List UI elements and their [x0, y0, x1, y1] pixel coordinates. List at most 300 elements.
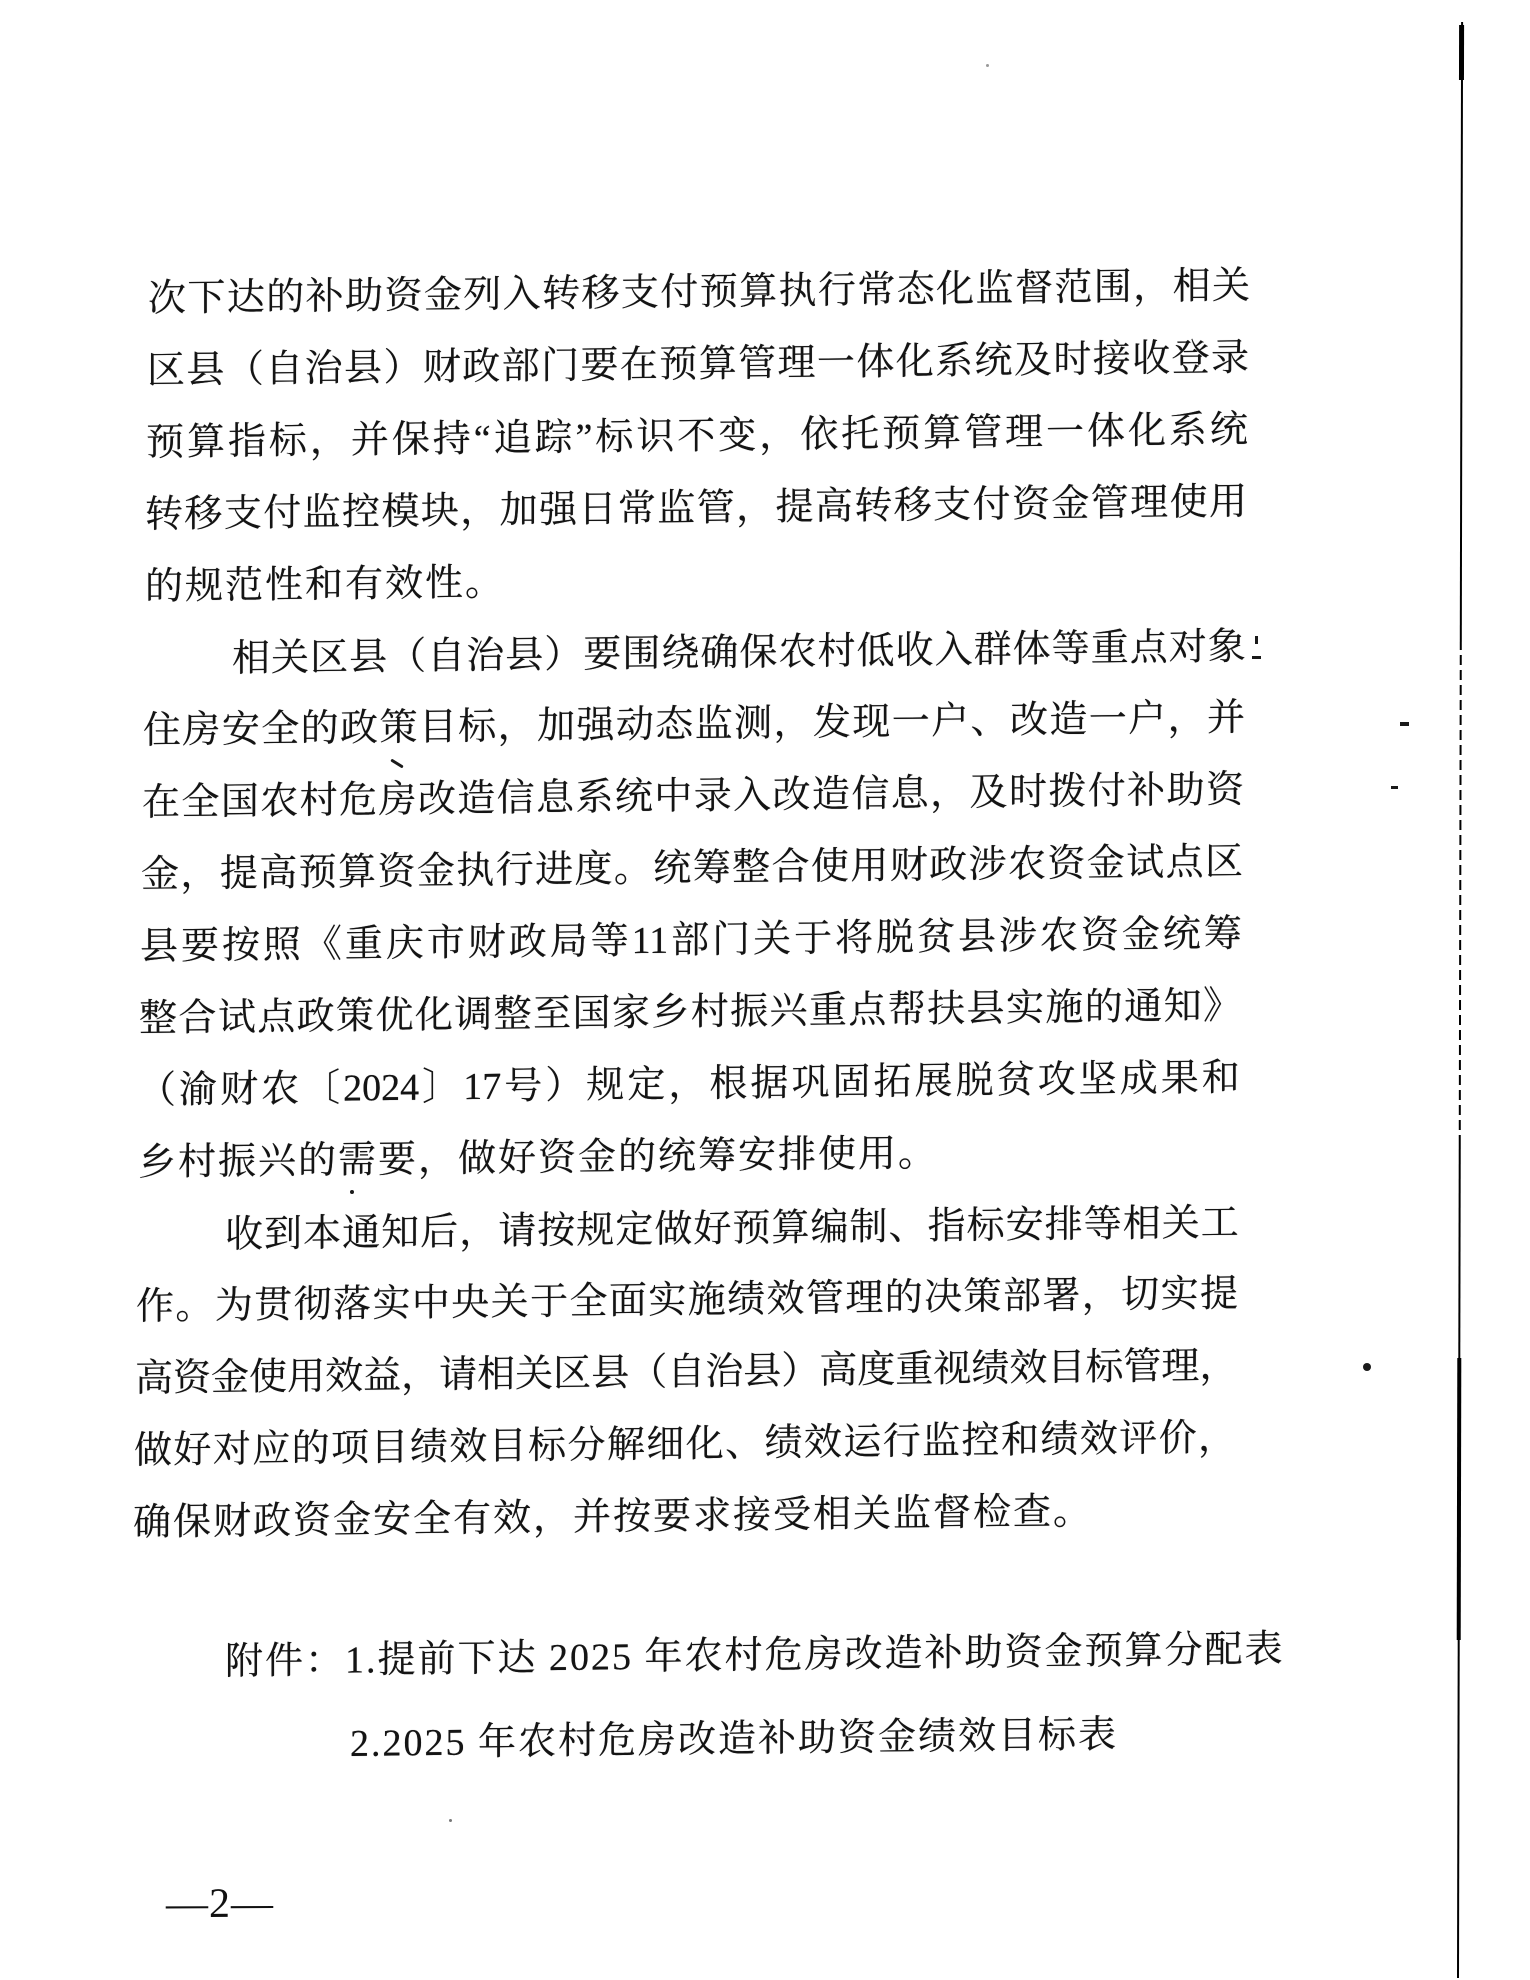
- text-run: 控: [342, 491, 381, 534]
- text-run: 策: [379, 706, 418, 750]
- text-run: 移: [894, 484, 933, 528]
- text-run: 算: [698, 343, 737, 386]
- text-run: 标: [269, 420, 308, 463]
- text-run: 相: [1122, 1202, 1161, 1246]
- text-run: 改: [417, 778, 456, 821]
- text-run: 细: [646, 1423, 685, 1466]
- text-run: 涉: [968, 843, 1007, 887]
- text-run: 围: [1093, 266, 1132, 309]
- text-run: 益: [363, 1354, 402, 1398]
- text-run: 门: [712, 918, 751, 962]
- text-run: （: [138, 1069, 177, 1112]
- text-run: 高: [259, 852, 298, 895]
- text-run: 、: [970, 699, 1009, 743]
- text-run: 变: [718, 414, 757, 458]
- text-run: 相: [477, 1353, 516, 1396]
- text-run: 的: [1085, 986, 1124, 1029]
- text-run: 和: [1001, 1419, 1040, 1462]
- text-run: 统: [1163, 913, 1202, 956]
- text-run: ，: [1198, 1416, 1237, 1460]
- text-run: 编: [810, 1206, 849, 1250]
- text-run: 预: [699, 271, 738, 314]
- text-run: 强: [539, 488, 578, 532]
- text-run: 目: [418, 706, 457, 749]
- scan-speck: [1363, 1363, 1371, 1371]
- text-run: 用: [850, 845, 889, 888]
- text-run: 关: [270, 637, 309, 680]
- text-run: 次: [148, 277, 187, 320]
- text-run: 点: [1129, 626, 1168, 670]
- text-run: 用: [1209, 480, 1248, 524]
- text-run: 渝: [179, 1069, 218, 1112]
- text-run: 效: [1009, 1347, 1048, 1390]
- text-run: 治: [465, 634, 504, 678]
- text-run: 标: [1085, 1346, 1124, 1389]
- text-run: 金: [1122, 913, 1161, 957]
- text-run: 动: [615, 703, 654, 747]
- text-run: 态: [896, 268, 935, 312]
- text-run: 息: [890, 772, 929, 816]
- text-run: 不: [677, 415, 716, 458]
- page-edge-scan-line: [1456, 22, 1465, 1978]
- text-run: 照: [263, 924, 302, 967]
- text-run: 村: [299, 779, 338, 823]
- text-run: 将: [835, 917, 874, 960]
- text-run: 资: [1081, 914, 1120, 957]
- text-run: 算: [739, 270, 778, 313]
- text-line: [136, 1270, 1238, 1331]
- text-run: 并: [351, 419, 390, 462]
- text-run: 坚: [1079, 1058, 1118, 1101]
- text-run: ，: [1133, 265, 1172, 309]
- text-run: 依: [800, 413, 839, 457]
- text-run: 贯: [254, 1284, 293, 1327]
- text-run: 试: [218, 996, 257, 1040]
- text-run: 于: [794, 917, 833, 961]
- text-run: 等: [1083, 1203, 1122, 1246]
- scan-speck: [449, 1819, 452, 1822]
- text-run: 指: [927, 1205, 966, 1248]
- text-run: （: [387, 635, 426, 679]
- text-run: 拨: [1048, 770, 1087, 814]
- text-run: 价: [1158, 1417, 1197, 1460]
- text-run: 行: [495, 849, 534, 892]
- text-run: ，: [1199, 1344, 1238, 1388]
- text-run: 标: [595, 416, 634, 459]
- text-run: 达: [226, 276, 265, 320]
- text-run: 《: [304, 923, 343, 967]
- text-run: （: [629, 1351, 668, 1395]
- text-run: 11: [631, 919, 669, 963]
- text-run: 作: [135, 1285, 174, 1328]
- text-run: 接: [1092, 338, 1131, 381]
- text-run: 助: [1166, 769, 1205, 812]
- text-run: 一: [817, 341, 856, 385]
- text-run: 落: [332, 1283, 371, 1326]
- text-run: 常: [618, 487, 657, 531]
- text-run: 控: [961, 1419, 1000, 1463]
- text-run: 治: [705, 1350, 744, 1394]
- text-run: 分: [567, 1424, 606, 1467]
- text-run: 县: [966, 987, 1005, 1031]
- text-run: 户: [1127, 697, 1166, 741]
- text-run: ）: [781, 1349, 820, 1393]
- text-run: 信: [496, 777, 535, 820]
- text-run: 规: [576, 1209, 615, 1252]
- text-run: 范: [1054, 266, 1093, 310]
- text-run: 理: [1130, 481, 1169, 525]
- text-run: 要: [582, 633, 621, 676]
- text-run: 度: [857, 1348, 896, 1392]
- text-run: 点: [1165, 841, 1204, 884]
- text-run: 提: [1199, 1272, 1238, 1316]
- text-run: 时: [1053, 338, 1092, 382]
- text-run: 高: [819, 1349, 858, 1392]
- text-run: 资: [1012, 483, 1051, 526]
- text-run: 财: [422, 346, 461, 389]
- text-run: 根: [709, 1062, 748, 1106]
- edge-line-blob: [1459, 25, 1464, 80]
- text-run: 区: [147, 349, 186, 392]
- text-run: 的: [291, 1427, 330, 1471]
- text-run: 贫: [917, 916, 956, 959]
- text-run: 央: [451, 1281, 490, 1325]
- text-run: 录: [693, 775, 732, 818]
- text-run: 和: [1202, 1056, 1241, 1100]
- text-line: [138, 1054, 1240, 1115]
- text-run: 补: [1127, 769, 1166, 813]
- text-run: 号: [504, 1065, 543, 1108]
- text-run: 拓: [873, 1060, 912, 1104]
- text-line: [148, 262, 1250, 323]
- text-run: 关: [515, 1353, 554, 1396]
- text-run: 金: [1051, 482, 1090, 526]
- text-run: ，: [759, 414, 798, 457]
- text-run: 资: [384, 274, 423, 318]
- text-line: [232, 623, 1246, 683]
- text-run: 资: [1205, 768, 1244, 812]
- text-run: 提: [219, 852, 258, 896]
- text-run: 》: [1203, 984, 1242, 1028]
- text-run: 财: [467, 921, 506, 965]
- text-run: 算: [338, 851, 377, 894]
- text-run: 体: [856, 341, 895, 384]
- text-run: 市: [427, 922, 466, 965]
- text-run: 做: [654, 1208, 693, 1251]
- text-run: ）: [543, 633, 582, 677]
- text-run: 17: [463, 1065, 502, 1109]
- text-run: 知: [1163, 985, 1202, 1028]
- text-run: 监: [922, 1420, 961, 1463]
- text-run: 应: [252, 1428, 291, 1471]
- text-run: 庆: [386, 922, 425, 966]
- text-run: 政: [508, 921, 547, 964]
- text-run: 项: [331, 1427, 370, 1470]
- text-run: 行: [817, 269, 856, 313]
- text-run: 于: [529, 1280, 568, 1324]
- scan-speck: [390, 759, 403, 769]
- text-run: 绩: [410, 1426, 449, 1469]
- text-run: 的: [300, 707, 339, 751]
- text-run: 策: [963, 1275, 1002, 1319]
- page-number: —2—: [166, 1880, 274, 1928]
- text-run: 乡: [651, 991, 690, 1034]
- text-run: 成: [1120, 1057, 1159, 1101]
- text-line: 乡村振兴的需要，做好资金的统筹安排使用。: [137, 1132, 938, 1184]
- text-run: 到: [263, 1213, 302, 1256]
- text-run: 监: [694, 703, 733, 746]
- text-run: 测: [733, 702, 772, 745]
- text-run: 农: [261, 1068, 300, 1111]
- text-run: 理: [1005, 411, 1044, 454]
- text-run: 局: [549, 920, 588, 964]
- text-run: 资: [173, 1357, 212, 1400]
- text-run: 实: [648, 1279, 687, 1322]
- text-run: 绩: [764, 1422, 803, 1465]
- text-run: 支: [933, 484, 972, 527]
- text-run: ）: [383, 346, 422, 390]
- text-run: 施: [687, 1279, 726, 1322]
- text-run: 付: [972, 483, 1011, 527]
- text-run: 区: [553, 1352, 592, 1396]
- text-run: 部: [501, 345, 540, 388]
- scan-speck: [986, 64, 989, 67]
- text-run: 的: [884, 1276, 923, 1320]
- text-run: 转: [854, 485, 893, 528]
- text-run: 收: [1132, 337, 1171, 381]
- text-run: 展: [915, 1060, 954, 1103]
- text-run: 算: [771, 1207, 810, 1250]
- text-run: 助: [345, 275, 384, 318]
- text-run: 门: [541, 344, 580, 388]
- text-run: 安: [1005, 1204, 1044, 1247]
- text-run: 信: [851, 773, 890, 816]
- text-run: 管: [738, 342, 777, 385]
- text-run: 重: [895, 1348, 934, 1391]
- text-run: 彻: [293, 1283, 332, 1327]
- text-run: 使: [1169, 481, 1208, 524]
- text-line: 的规范性和有效性。: [144, 561, 505, 608]
- attachment-line: 2.2025 年农村危房改造补助资金绩效目标表: [350, 1713, 1119, 1765]
- text-run: ，: [1081, 1274, 1120, 1317]
- text-run: 算: [923, 412, 962, 455]
- text-run: 目: [1047, 1346, 1086, 1390]
- text-run: 施: [1045, 986, 1084, 1030]
- text-run: 登: [1171, 337, 1210, 380]
- text-run: 户: [930, 700, 969, 743]
- text-run: 管: [697, 487, 736, 530]
- text-run: 工: [1200, 1201, 1239, 1245]
- text-run: 后: [419, 1211, 458, 1254]
- text-run: 移: [581, 272, 620, 315]
- text-run: 时: [1008, 771, 1047, 814]
- text-run: 理: [845, 1277, 884, 1320]
- text-run: 要: [181, 925, 220, 968]
- text-run: 金: [141, 853, 180, 896]
- text-run: 制: [849, 1206, 888, 1249]
- text-run: 等: [1051, 627, 1090, 671]
- text-run: 入: [502, 273, 541, 316]
- text-run: 改: [1009, 699, 1048, 742]
- text-run: 通: [341, 1212, 380, 1255]
- text-run: 危: [338, 779, 377, 822]
- text-run: 、: [725, 1422, 764, 1465]
- text-run: 关: [753, 918, 792, 961]
- text-run: 定: [615, 1208, 654, 1252]
- text-run: 化: [1128, 409, 1167, 453]
- text-run: 农: [778, 631, 817, 674]
- scan-speck: [1252, 656, 1261, 659]
- text-run: 相: [1172, 265, 1211, 308]
- text-run: 保: [392, 418, 431, 462]
- text-run: 政: [296, 995, 335, 1039]
- text-run: 中: [411, 1282, 450, 1325]
- text-run: 踪: [534, 416, 573, 460]
- text-run: ，: [497, 705, 536, 748]
- text-run: 标: [966, 1204, 1005, 1248]
- text-run: 优: [375, 994, 414, 1038]
- text-run: 度: [574, 848, 613, 891]
- text-run: 政: [929, 844, 968, 887]
- text-line: [134, 1414, 1236, 1475]
- text-run: 县: [591, 1352, 630, 1395]
- text-run: 署: [1042, 1274, 1081, 1318]
- text-run: 付: [660, 271, 699, 314]
- text-run: 督: [1014, 267, 1053, 310]
- text-line: [143, 694, 1245, 755]
- text-run: ，: [180, 853, 219, 896]
- text-run: 区: [309, 636, 348, 680]
- text-run: 统: [614, 775, 653, 819]
- text-run: 自: [426, 635, 465, 678]
- text-run: 化: [415, 994, 454, 1037]
- text-run: 象: [1207, 625, 1246, 669]
- text-run: 按: [537, 1209, 576, 1253]
- text-run: 固: [832, 1061, 871, 1104]
- text-run: ）: [545, 1064, 584, 1108]
- text-run: 模: [381, 490, 420, 534]
- text-run: ，: [668, 1063, 707, 1106]
- text-run: 治: [304, 347, 343, 391]
- text-run: 预: [882, 412, 921, 456]
- text-run: 合: [771, 846, 810, 889]
- text-run: 使: [249, 1356, 288, 1399]
- text-run: 金: [211, 1356, 250, 1400]
- text-line: [145, 478, 1247, 539]
- text-run: 入: [934, 629, 973, 672]
- text-run: 录: [1211, 336, 1250, 380]
- text-run: 日: [578, 488, 617, 531]
- text-run: 保: [739, 631, 778, 674]
- text-run: 脱: [876, 916, 915, 960]
- text-run: 果: [1161, 1057, 1200, 1100]
- text-run: ，: [458, 1210, 497, 1254]
- text-run: 一: [1046, 410, 1085, 454]
- text-run: 在: [620, 343, 659, 387]
- text-run: 至: [533, 992, 572, 1036]
- text-run: 统: [653, 847, 692, 890]
- text-run: 关: [490, 1281, 529, 1324]
- text-run: 执: [778, 270, 817, 313]
- scan-speck: [350, 1190, 354, 1194]
- text-run: 造: [811, 773, 850, 817]
- text-run: 点: [257, 996, 296, 1039]
- text-line: [139, 982, 1241, 1043]
- text-run: 绕: [661, 632, 700, 675]
- text-run: 县: [344, 347, 383, 390]
- text-run: 点: [848, 989, 887, 1032]
- text-run: 常: [857, 269, 896, 312]
- text-run: 改: [772, 774, 811, 817]
- text-line: [142, 766, 1244, 827]
- text-run: 体: [1087, 410, 1126, 453]
- text-run: 自: [667, 1351, 706, 1394]
- text-run: 效: [449, 1425, 488, 1469]
- text-run: 持: [433, 418, 472, 461]
- text-run: 效: [804, 1421, 843, 1465]
- text-run: 要: [580, 344, 619, 387]
- text-run: 整: [732, 846, 771, 889]
- text-run: 态: [655, 703, 694, 746]
- text-run: 国: [572, 992, 611, 1035]
- text-run: 规: [586, 1064, 625, 1107]
- text-run: 金: [423, 274, 462, 317]
- edge-line-segment: [1460, 22, 1463, 640]
- text-run: 识: [636, 415, 675, 459]
- text-run: 策: [336, 995, 375, 1038]
- scan-speck: [1391, 786, 1398, 789]
- text-run: 系: [575, 776, 614, 819]
- text-run: 付: [263, 492, 302, 535]
- text-run: 托: [841, 413, 880, 456]
- text-run: 兴: [769, 990, 808, 1033]
- text-run: 转: [542, 272, 581, 316]
- text-run: 追: [493, 417, 532, 460]
- text-run: ，: [460, 489, 499, 533]
- text-run: 房: [378, 778, 417, 822]
- text-run: 农: [260, 780, 299, 823]
- text-run: 通: [1124, 985, 1163, 1029]
- text-run: 加: [500, 489, 539, 532]
- text-line: [141, 838, 1243, 899]
- text-run: 目: [488, 1425, 527, 1468]
- text-run: 试: [1126, 841, 1165, 885]
- text-run: 村: [817, 630, 856, 674]
- text-run: 重: [345, 923, 384, 966]
- text-run: 县: [186, 349, 225, 392]
- text-run: 补: [305, 275, 344, 319]
- text-run: 排: [1044, 1203, 1083, 1247]
- text-run: 绩: [726, 1278, 765, 1321]
- text-run: 加: [536, 704, 575, 748]
- text-run: 一: [1088, 698, 1127, 741]
- text-run: 预: [146, 421, 185, 464]
- text-run: 系: [935, 340, 974, 383]
- text-run: 振: [730, 990, 769, 1033]
- text-run: 涉: [999, 915, 1038, 958]
- text-run: 攻: [1038, 1058, 1077, 1102]
- text-run: 预: [732, 1207, 771, 1250]
- text-run: 县: [140, 925, 179, 968]
- text-run: 使: [810, 845, 849, 889]
- text-run: 调: [454, 993, 493, 1037]
- text-run: 视: [933, 1348, 972, 1391]
- text-run: 发: [812, 701, 851, 745]
- text-run: 做: [134, 1429, 173, 1472]
- text-run: 国: [220, 780, 259, 824]
- text-run: 关: [1211, 264, 1250, 308]
- text-run: 付: [1087, 770, 1126, 813]
